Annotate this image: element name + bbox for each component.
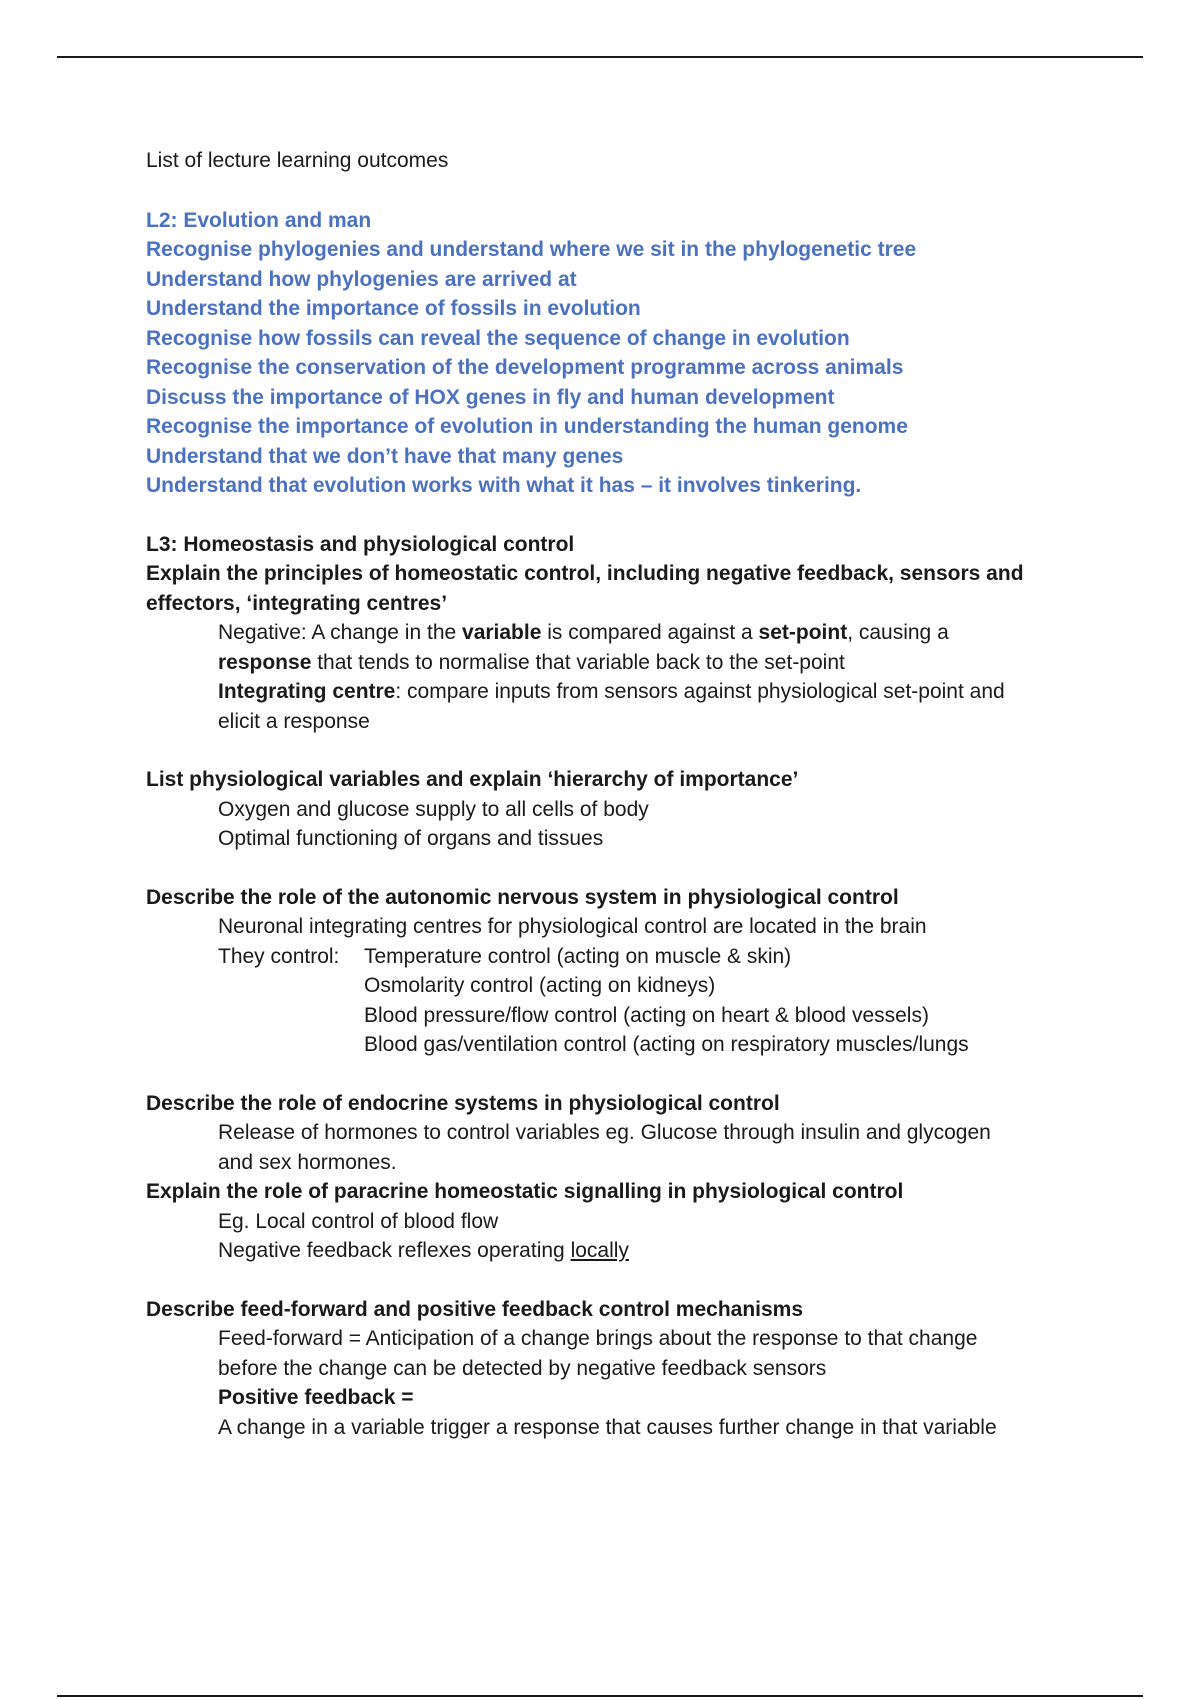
negative-line2-rest: that tends to normalise that variable back to the set-point (311, 650, 845, 674)
l3-heading: L3: Homeostasis and physiological control (146, 532, 575, 556)
paracrine-line2 (146, 1236, 1066, 1266)
l3-section (146, 530, 1066, 737)
l2-item: Discuss the importance of HOX genes in fly and human development (146, 385, 835, 409)
variables-item: Oxygen and glucose supply to all cells of body (218, 797, 649, 821)
autonomic-heading: Describe the role of the autonomic nervous system in physiological control (146, 885, 899, 909)
l2-item: Understand how phylogenies are arrived at (146, 267, 577, 291)
l2-item: Understand that we don’t have that many genes (146, 444, 624, 468)
endocrine-line2: and sex hormones. (218, 1150, 397, 1174)
variables-section (146, 765, 1066, 854)
term-integrating-centre: Integrating centre (218, 680, 396, 703)
autonomic-line1: Neuronal integrating centres for physiological control are located in the brain (218, 915, 927, 938)
paracrine-heading: Explain the role of paracrine homeostatic signalling in physiological control (146, 1180, 904, 1203)
l2-item: Understand that evolution works with what it has – it involves tinkering. (146, 474, 862, 497)
term-variable: variable (462, 621, 542, 644)
endocrine-heading: Describe the role of endocrine systems in physiological control (146, 1091, 780, 1115)
variables-item: Optimal functioning of organs and tissues (218, 827, 604, 850)
endocrine-section (146, 1089, 1066, 1266)
feedforward-line2: before the change can be detected by negative feedback sensors (218, 1356, 827, 1380)
l2-item: Understand the importance of fossils in evolution (146, 297, 641, 320)
endocrine-line1: Release of hormones to control variables eg. Glucose through insulin and glycogen (218, 1121, 991, 1144)
negative-feedback-line1 (146, 618, 1066, 648)
principles-heading-line2: effectors, ‘integrating centres’ (146, 591, 448, 615)
negative-feedback-line2 (146, 648, 1066, 678)
negative-suffix: , causing a (847, 621, 949, 644)
l2-item: Recognise how fossils can reveal the sequence of change in evolution (146, 326, 850, 350)
negative-mid: is compared against a (541, 621, 759, 644)
paracrine-locally: locally (570, 1239, 629, 1262)
control-label: They control: (218, 944, 340, 968)
integrating-centre-line1 (146, 677, 1066, 707)
feedforward-heading: Describe feed-forward and positive feedback control mechanisms (146, 1297, 804, 1321)
negative-prefix: Negative: A change in the (218, 621, 463, 644)
control-list (146, 942, 1066, 1060)
paracrine-line1: Eg. Local control of blood flow (218, 1209, 499, 1233)
l2-heading: L2: Evolution and man (146, 208, 372, 232)
l2-item: Recognise the importance of evolution in understanding the human genome (146, 415, 908, 438)
control-item: Blood pressure/flow control (acting on heart & blood vessels) (364, 1003, 929, 1027)
control-item: Osmolarity control (acting on kidneys) (364, 974, 716, 997)
l2-item: Recognise phylogenies and understand where we sit in the phylogenetic tree (146, 238, 917, 261)
document-body (146, 146, 1066, 1442)
term-set-point: set-point (758, 621, 848, 644)
feedforward-section (146, 1295, 1066, 1443)
document-title: List of lecture learning outcomes (146, 149, 449, 172)
control-item: Blood gas/ventilation control (acting on respiratory muscles/lungs (364, 1033, 969, 1056)
bottom-rule (57, 1695, 1143, 1697)
term-response: response (218, 650, 312, 674)
principles-heading-line1: Explain the principles of homeostatic control, including negative feedback, sensors and (146, 562, 1024, 585)
variables-heading: List physiological variables and explain ‘hierarchy of importance’ (146, 768, 799, 791)
top-rule (57, 56, 1143, 58)
positive-feedback-line: A change in a variable trigger a response that causes further change in that variable (218, 1415, 997, 1439)
feedforward-line1: Feed-forward = Anticipation of a change brings about the response to that change (218, 1327, 978, 1350)
positive-feedback-heading: Positive feedback = (218, 1386, 414, 1409)
paracrine-line2-prefix: Negative feedback reflexes operating (218, 1239, 571, 1262)
l2-section (146, 206, 1066, 501)
control-item: Temperature control (acting on muscle & skin) (364, 944, 792, 968)
autonomic-section (146, 883, 1066, 1060)
integrating-rest: : compare inputs from sensors against physiological set-point and (395, 680, 1005, 703)
integrating-centre-line2: elicit a response (218, 709, 370, 733)
l2-item: Recognise the conservation of the development programme across animals (146, 356, 904, 379)
